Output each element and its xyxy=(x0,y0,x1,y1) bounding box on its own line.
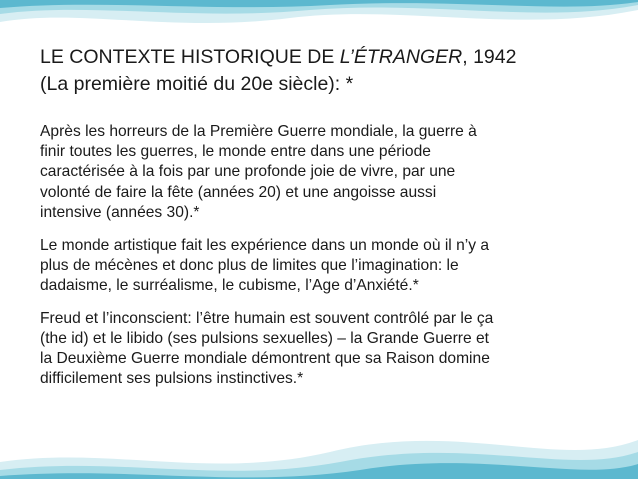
paragraph-freud xyxy=(40,309,600,390)
paragraph-line: finir toutes les guerres, le monde entre dans une période xyxy=(40,143,431,161)
paragraph-line: Après les horreurs de la Première Guerre mondiale, la guerre à xyxy=(40,123,477,140)
paragraph-line: Le monde artistique fait les expérience dans un monde où il n’y a xyxy=(40,236,490,254)
paragraph-line: volonté de faire la fête (années 20) et une angoisse aussi xyxy=(40,183,437,201)
paragraph-art-world xyxy=(40,236,600,297)
paragraph-line: caractérisée à la fois par une profonde joie de vivre, par une xyxy=(40,163,456,181)
paragraph-line: (the id) et le libido (ses pulsions sexuelles) – la Grande Guerre et xyxy=(40,329,489,347)
slide-title xyxy=(40,44,620,98)
title-prefix: LE CONTEXTE HISTORIQUE DE xyxy=(40,46,340,68)
paragraph-line: plus de mécènes et donc plus de limites que l’imagination: le xyxy=(40,256,459,274)
title-line-2: (La première moitié du 20e siècle): * xyxy=(40,73,354,95)
paragraph-line: Freud et l’inconscient: l’être humain est souvent contrôlé par le ça xyxy=(40,309,494,327)
paragraph-line: difficilement ses pulsions instinctives.* xyxy=(40,370,304,388)
paragraph-postwar xyxy=(40,122,600,223)
title-line-1 xyxy=(40,44,620,71)
paragraph-line: dadaisme, le surréalisme, le cubisme, l’Age d’Anxiété.* xyxy=(40,276,419,294)
title-work-name: L’ÉTRANGER xyxy=(339,46,463,68)
title-year: , 1942 xyxy=(462,46,517,68)
paragraph-line: la Deuxième Guerre mondiale démontrent que sa Raison domine xyxy=(40,350,490,368)
slide-body xyxy=(40,122,600,402)
paragraph-line: intensive (années 30).* xyxy=(40,203,200,221)
